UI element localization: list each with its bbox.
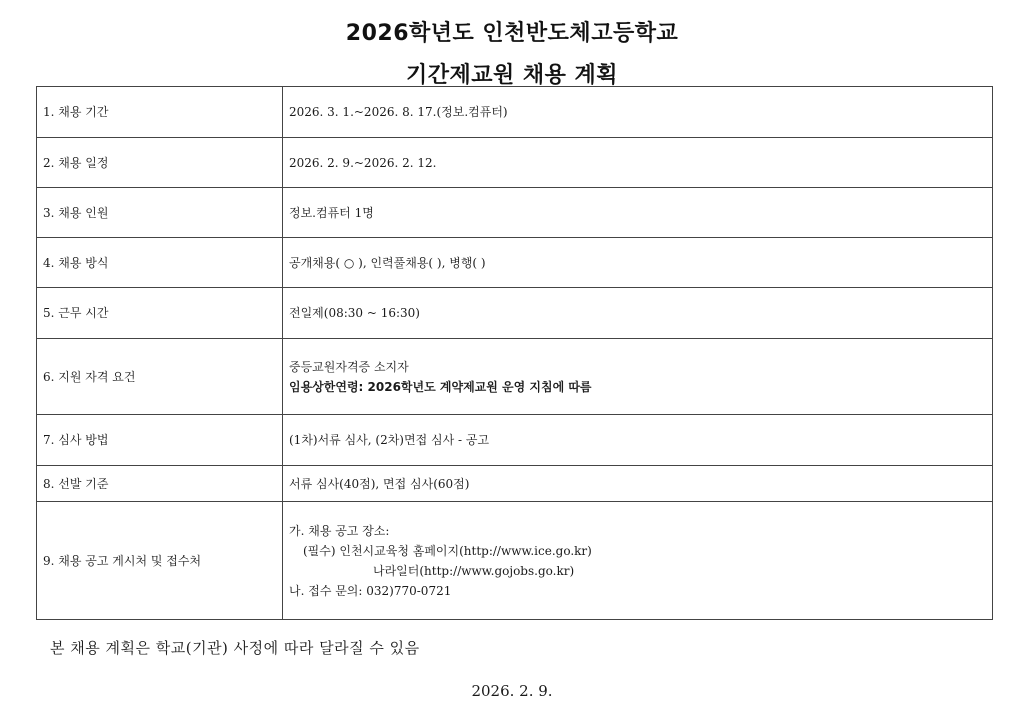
row-label-criteria: 8. 선발 기준 [37, 466, 283, 502]
row-value-criteria: 서류 심사(40점), 면접 심사(60점) [283, 466, 993, 502]
posting-line: 가. 채용 공고 장소: [289, 523, 390, 538]
table-row [37, 238, 993, 288]
table-row [37, 339, 993, 415]
row-value-headcount: 정보.컴퓨터 1명 [283, 188, 993, 238]
table-row [37, 288, 993, 339]
table-row [37, 415, 993, 466]
footer-note: 본 채용 계획은 학교(기관) 사정에 따라 달라질 수 있음 [50, 639, 420, 657]
document-title: 2026학년도 인천반도체고등학교 [345, 21, 679, 46]
row-label-screening: 7. 심사 방법 [37, 415, 283, 466]
row-label-hours: 5. 근무 시간 [37, 288, 283, 339]
table-row [37, 188, 993, 238]
table-row [37, 138, 993, 188]
recruitment-plan-table [36, 86, 993, 620]
row-label-headcount: 3. 채용 인원 [37, 188, 283, 238]
row-value-period: 2026. 3. 1.~2026. 8. 17.(정보.컴퓨터) [283, 87, 993, 138]
row-value-posting [283, 502, 993, 620]
posting-line: 나라일터(http://www.gojobs.go.kr) [373, 563, 575, 578]
row-label-qualification: 6. 지원 자격 요건 [37, 339, 283, 415]
row-label-posting: 9. 채용 공고 게시처 및 접수처 [37, 502, 283, 620]
row-value-method: 공개채용( ○ ), 인력풀채용( ), 병행( ) [283, 238, 993, 288]
posting-line: (필수) 인천시교육청 홈페이지(http://www.ice.go.kr) [303, 543, 592, 558]
row-value-schedule: 2026. 2. 9.~2026. 2. 12. [283, 138, 993, 188]
row-label-schedule: 2. 채용 일정 [37, 138, 283, 188]
row-label-period: 1. 채용 기간 [37, 87, 283, 138]
row-value-qualification [283, 339, 993, 415]
document-subtitle: 기간제교원 채용 계획 [405, 63, 619, 88]
age-limit-line: 임용상한연령: 2026학년도 계약제교원 운영 지침에 따름 [289, 379, 592, 394]
row-label-method: 4. 채용 방식 [37, 238, 283, 288]
table-row [37, 87, 993, 138]
posting-line: 나. 접수 문의: 032)770-0721 [289, 583, 452, 598]
row-value-hours: 전일제(08:30 ~ 16:30) [283, 288, 993, 339]
row-value-screening: (1차)서류 심사, (2차)면접 심사 - 공고 [283, 415, 993, 466]
table-row [37, 502, 993, 620]
table-row [37, 466, 993, 502]
qualification-line: 중등교원자격증 소지자 [289, 359, 409, 374]
document-date: 2026. 2. 9. [471, 682, 553, 700]
